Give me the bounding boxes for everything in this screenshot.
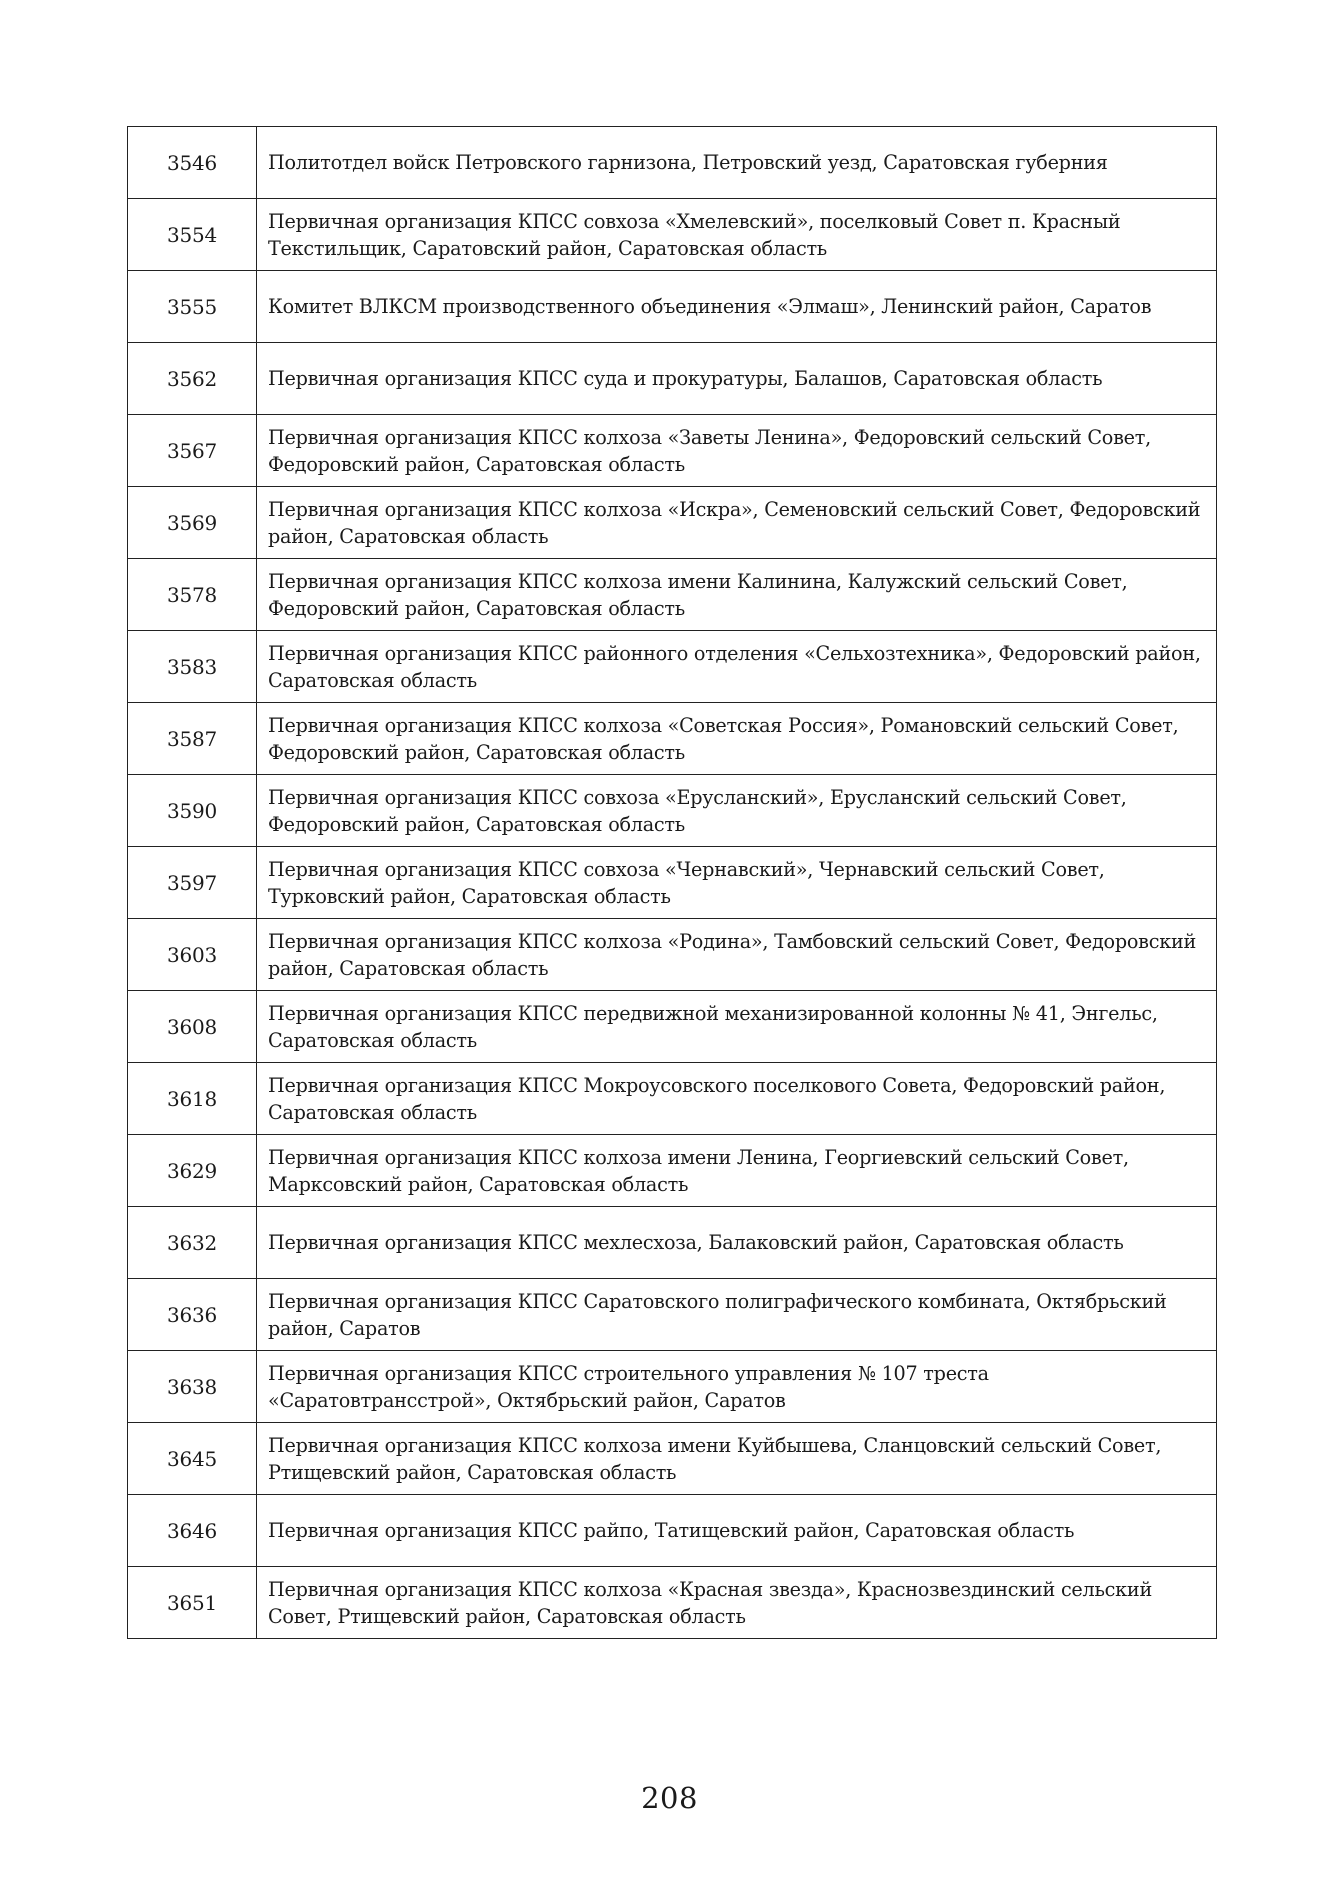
organization-name-cell: Первичная организация КПСС передвижной механизированной колонны № 41, Энгельс, Саратовская область (257, 991, 1217, 1063)
table-row (128, 847, 1217, 919)
fund-number-cell: 3578 (128, 559, 257, 631)
table-row (128, 775, 1217, 847)
table-row (128, 1351, 1217, 1423)
organization-name-cell: Первичная организация КПСС колхоза имени Калинина, Калужский сельский Совет, Федоровский район, Саратовская область (257, 559, 1217, 631)
organization-name-cell: Первичная организация КПСС колхоза имени Куйбышева, Сланцовский сельский Совет, Ртищевский район, Саратовская область (257, 1423, 1217, 1495)
fund-number-cell: 3555 (128, 271, 257, 343)
table-row (128, 559, 1217, 631)
fund-number-cell: 3587 (128, 703, 257, 775)
table-row (128, 1495, 1217, 1567)
fund-number-cell: 3608 (128, 991, 257, 1063)
table-row (128, 631, 1217, 703)
table-row (128, 1063, 1217, 1135)
fund-number-cell: 3636 (128, 1279, 257, 1351)
fund-number-cell: 3583 (128, 631, 257, 703)
table-row (128, 415, 1217, 487)
table-row (128, 1135, 1217, 1207)
organization-name-cell: Первичная организация КПСС колхоза «Искра», Семеновский сельский Совет, Федоровский район, Саратовская область (257, 487, 1217, 559)
organization-name-cell: Первичная организация КПСС колхоза «Красная звезда», Краснозвездинский сельский Совет, Ртищевский район, Саратовская область (257, 1567, 1217, 1639)
table-row (128, 343, 1217, 415)
fund-number-cell: 3638 (128, 1351, 257, 1423)
table-row (128, 703, 1217, 775)
fund-number-cell: 3590 (128, 775, 257, 847)
organization-name-cell: Первичная организация КПСС колхоза «Родина», Тамбовский сельский Совет, Федоровский район, Саратовская область (257, 919, 1217, 991)
organization-name-cell: Первичная организация КПСС мехлесхоза, Балаковский район, Саратовская область (257, 1207, 1217, 1279)
organization-name-cell: Первичная организация КПСС Мокроусовского поселкового Совета, Федоровский район, Саратовская область (257, 1063, 1217, 1135)
table-row (128, 1423, 1217, 1495)
organization-name-cell: Первичная организация КПСС совхоза «Хмелевский», поселковый Совет п. Красный Текстильщик, Саратовский район, Саратовская область (257, 199, 1217, 271)
records-table-body (128, 127, 1217, 1639)
fund-number-cell: 3632 (128, 1207, 257, 1279)
fund-number-cell: 3603 (128, 919, 257, 991)
organization-name-cell: Первичная организация КПСС колхоза имени Ленина, Георгиевский сельский Совет, Марксовский район, Саратовская область (257, 1135, 1217, 1207)
table-row (128, 199, 1217, 271)
fund-number-cell: 3562 (128, 343, 257, 415)
fund-number-cell: 3645 (128, 1423, 257, 1495)
fund-number-cell: 3567 (128, 415, 257, 487)
fund-number-cell: 3597 (128, 847, 257, 919)
table-row (128, 1207, 1217, 1279)
organization-name-cell: Первичная организация КПСС суда и прокуратуры, Балашов, Саратовская область (257, 343, 1217, 415)
table-row (128, 127, 1217, 199)
organization-name-cell: Первичная организация КПСС районного отделения «Сельхозтехника», Федоровский район, Саратовская область (257, 631, 1217, 703)
organization-name-cell: Первичная организация КПСС колхоза «Советская Россия», Романовский сельский Совет, Федоровский район, Саратовская область (257, 703, 1217, 775)
table-row (128, 487, 1217, 559)
organization-name-cell: Первичная организация КПСС совхоза «Чернавский», Чернавский сельский Совет, Турковский район, Саратовская область (257, 847, 1217, 919)
table-row (128, 1279, 1217, 1351)
fund-number-cell: 3646 (128, 1495, 257, 1567)
table-row (128, 991, 1217, 1063)
organization-name-cell: Первичная организация КПСС Саратовского полиграфического комбината, Октябрьский район, Саратов (257, 1279, 1217, 1351)
fund-number-cell: 3618 (128, 1063, 257, 1135)
fund-number-cell: 3629 (128, 1135, 257, 1207)
fund-number-cell: 3569 (128, 487, 257, 559)
organization-name-cell: Политотдел войск Петровского гарнизона, Петровский уезд, Саратовская губерния (257, 127, 1217, 199)
fund-number-cell: 3651 (128, 1567, 257, 1639)
table-row (128, 271, 1217, 343)
page-number: 208 (641, 1781, 698, 1815)
organization-name-cell: Первичная организация КПСС строительного управления № 107 треста «Саратовтрансстрой», Октябрьский район, Саратов (257, 1351, 1217, 1423)
organization-name-cell: Первичная организация КПСС совхоза «Ерусланский», Ерусланский сельский Совет, Федоровский район, Саратовская область (257, 775, 1217, 847)
fund-number-cell: 3554 (128, 199, 257, 271)
fund-number-cell: 3546 (128, 127, 257, 199)
table-row (128, 919, 1217, 991)
organization-name-cell: Первичная организация КПСС райпо, Татищевский район, Саратовская область (257, 1495, 1217, 1567)
organization-name-cell: Первичная организация КПСС колхоза «Заветы Ленина», Федоровский сельский Совет, Федоровский район, Саратовская область (257, 415, 1217, 487)
table-row (128, 1567, 1217, 1639)
organization-name-cell: Комитет ВЛКСМ производственного объединения «Элмаш», Ленинский район, Саратов (257, 271, 1217, 343)
records-table (127, 126, 1217, 1639)
